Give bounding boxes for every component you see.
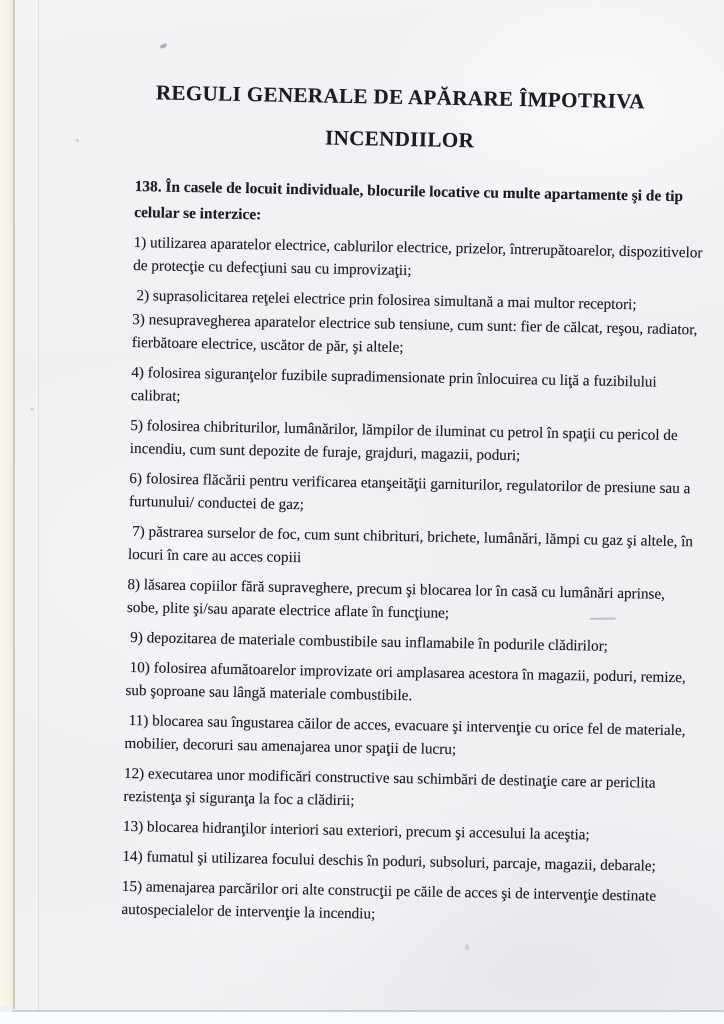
scan-speck <box>30 408 34 411</box>
rule-item-5: 5) folosirea chibriturilor, lumânărilor, lămpilor de iluminat cu petrol în spaţii cu pericol de incendiu, cum sunt depozite de furaje, grajduri, magazii, poduri; <box>129 416 682 465</box>
rule-item-4: 4) folosirea siguranţelor fuzibile supradimensionate prin înlocuirea cu liţă a fuzibilului calibrat; <box>130 363 661 405</box>
rule-item-15: 15) amenajarea parcărilor ori alte construcţii pe căile de acces şi de intervenţie destinate autospecialelor de intervenţie la incendiu; <box>121 877 660 923</box>
rule-item-9: 9) depozitarea de materiale combustibile sau inflamabile în podurile clădirilor; <box>126 628 609 655</box>
rule-item-1: 1) utilizarea aparatelor electrice, cablurilor electrice, prizelor, întrerupătoarelor, dispozitivelor de protecţie cu defecţiuni sau cu improvizaţii; <box>133 234 707 280</box>
rule-item-14: 14) fumatul şi utilizarea focului deschis în poduri, subsoluri, parcaje, magazii, debarale; <box>122 847 656 875</box>
article-138-heading: 138. În casele de locuit individuale, blocurile locative cu multe apartamente şi de tip celular se interzice: <box>134 178 688 224</box>
document-title-line1: REGULI GENERALE DE APĂRARE ÎMPOTRIVA <box>155 80 646 114</box>
rule-item-11: 11) blocarea sau îngustarea căilor de acces, evacuare şi intervenţie cu orice fel de materiale, mobilier, decoruri sau amenajarea unor spaţii de lucru; <box>124 711 690 759</box>
pencil-dash-mark <box>590 617 616 619</box>
scan-speck <box>465 944 469 950</box>
scanner-edge-line <box>12 1010 724 1012</box>
rule-item-7: 7) păstrarea surselor de foc, cum sunt chibrituri, brichete, lumânări, lămpi cu gaz şi altele, în locuri în care au acces copiii <box>127 522 697 567</box>
document-title <box>82 70 717 166</box>
rule-item-8: 8) lăsarea copiilor fără supraveghere, precum şi blocarea lor în casă cu lumânări aprinse, sobe, plite şi/sau aparate electrice aflate în funcţiune; <box>126 575 669 622</box>
rule-item-3: 3) nesupravegherea aparatelor electrice sub tensiune, cum sunt: fier de călcat, reşou, radiator, fierbătoare electrice, uscător de păr, şi altele; <box>131 311 702 356</box>
document-title-line2: INCENDIILOR <box>324 125 475 153</box>
rule-item-13: 13) blocarea hidranţilor interiori sau exteriori, precum şi accesului la aceştia; <box>122 817 590 844</box>
rule-item-10: 10) folosirea afumătoarelor improvizate ori amplasarea acestora în magazii, poduri, remize, sub şoproane sau lângă materiale combustibile. <box>125 658 690 705</box>
rule-item-12: 12) executarea unor modificări constructive sau schimbări de destinaţie care ar periclita rezistenţa şi siguranţa la foc a clădirii; <box>123 764 660 810</box>
rule-item-2: 2) suprasolicitarea reţelei electrice prin folosirea simultană a mai multor receptori; <box>132 287 637 314</box>
rule-item-6: 6) folosirea flăcării pentru verificarea etanşeităţii garniturilor, regulatorilor de presiune sau a furtunului/ conductei de gaz; <box>128 469 695 514</box>
scan-speck <box>76 139 79 142</box>
